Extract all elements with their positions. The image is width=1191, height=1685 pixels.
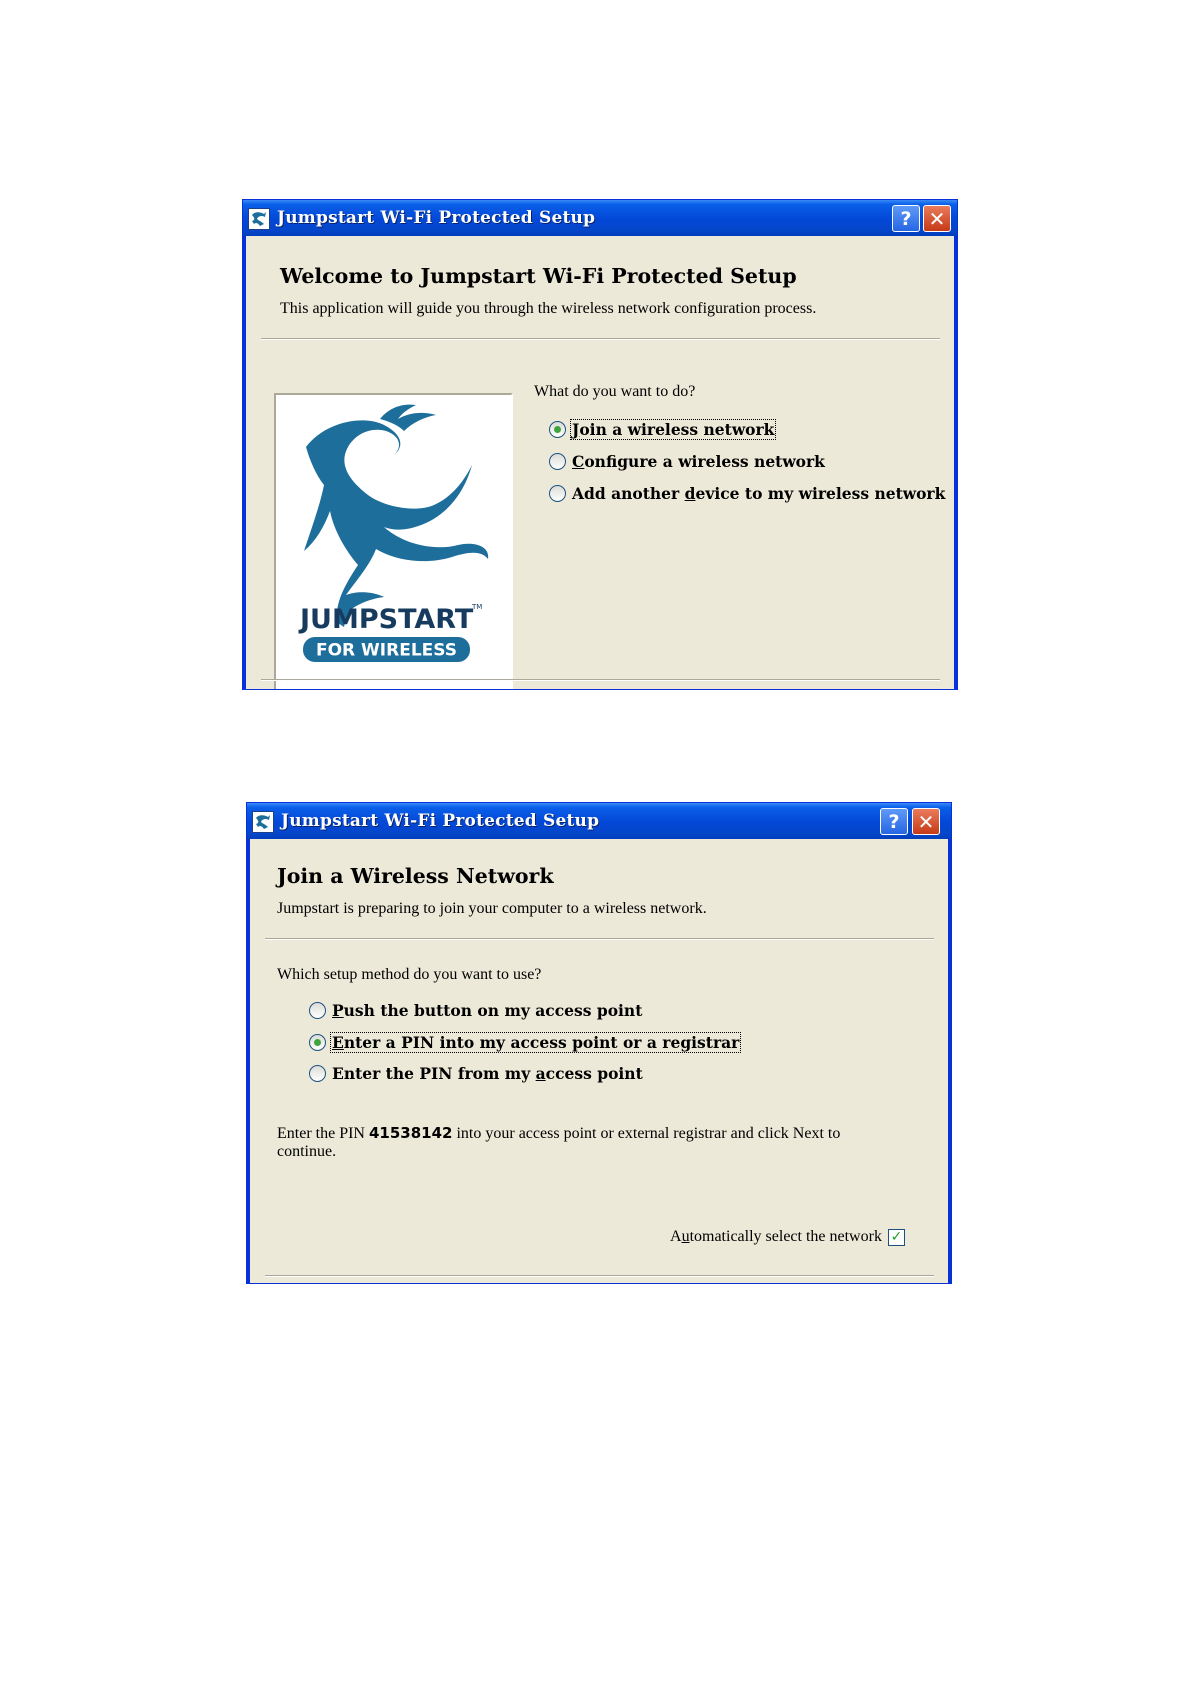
title-bar[interactable]	[243, 200, 957, 236]
logo-trademark: TM	[472, 603, 483, 611]
option-configure-network[interactable]	[549, 452, 826, 471]
separator	[265, 1275, 934, 1277]
dialog-body	[243, 236, 957, 689]
auto-select-label[interactable]: Automatically select the network	[670, 1228, 882, 1245]
separator	[265, 938, 934, 940]
page-subtitle: Jumpstart is preparing to join your computer to a wireless network.	[277, 900, 707, 917]
pin-instruction-continued: continue.	[277, 1143, 337, 1160]
option-label[interactable]: Add another device to my wireless network	[572, 484, 946, 503]
question-label: Which setup method do you want to use?	[277, 966, 542, 983]
option-add-device[interactable]	[549, 484, 946, 503]
jumpstart-logo	[274, 393, 513, 690]
option-label[interactable]: Push the button on my access point	[332, 1001, 643, 1020]
app-icon[interactable]	[248, 208, 270, 230]
close-button[interactable]: ✕	[912, 808, 940, 835]
window-title: Jumpstart Wi-Fi Protected Setup	[277, 208, 596, 228]
option-push-button[interactable]	[309, 1001, 643, 1020]
dialog-body	[247, 839, 951, 1283]
option-label[interactable]: Enter the PIN from my access point	[332, 1064, 643, 1083]
radio-enter-pin-registrar[interactable]	[309, 1034, 326, 1051]
runner-figure-icon	[304, 405, 488, 627]
radio-add-device[interactable]	[549, 485, 566, 502]
radio-push-button[interactable]	[309, 1002, 326, 1019]
close-button[interactable]: ✕	[923, 205, 951, 232]
option-join-network[interactable]	[549, 420, 775, 439]
logo-text: JUMPSTART	[300, 604, 474, 635]
page-title: Join a Wireless Network	[277, 864, 554, 888]
check-mark-icon: ✓	[890, 1229, 903, 1245]
app-icon[interactable]	[252, 811, 274, 833]
option-label[interactable]: Enter a PIN into my access point or a registrar	[332, 1033, 740, 1052]
page-subtitle: This application will guide you through the wireless network configuration process.	[280, 300, 817, 317]
separator	[261, 679, 940, 681]
help-button[interactable]: ?	[892, 205, 920, 232]
radio-configure-network[interactable]	[549, 453, 566, 470]
pin-value: 41538142	[368, 1124, 453, 1142]
help-button[interactable]: ?	[880, 808, 908, 835]
pin-instruction: Enter the PIN 41538142 into your access point or external registrar and click Next to	[277, 1124, 841, 1142]
auto-select-checkbox[interactable]	[888, 1229, 905, 1246]
option-label[interactable]: Join a wireless network	[572, 420, 775, 439]
window-title: Jumpstart Wi-Fi Protected Setup	[281, 811, 600, 831]
question-label: What do you want to do?	[534, 383, 696, 400]
join-network-dialog	[246, 802, 952, 1284]
separator	[261, 338, 940, 340]
title-bar[interactable]	[247, 803, 951, 839]
option-enter-pin-access-point[interactable]	[309, 1064, 644, 1083]
logo-subtext: FOR WIRELESS	[315, 640, 458, 661]
page-title: Welcome to Jumpstart Wi-Fi Protected Setup	[280, 264, 797, 288]
option-enter-pin-registrar[interactable]	[309, 1033, 740, 1052]
auto-select-network-option[interactable]	[670, 1228, 905, 1246]
welcome-dialog	[242, 199, 958, 690]
radio-join-network[interactable]	[549, 421, 566, 438]
option-label[interactable]: Configure a wireless network	[572, 452, 825, 471]
radio-enter-pin-access-point[interactable]	[309, 1065, 326, 1082]
